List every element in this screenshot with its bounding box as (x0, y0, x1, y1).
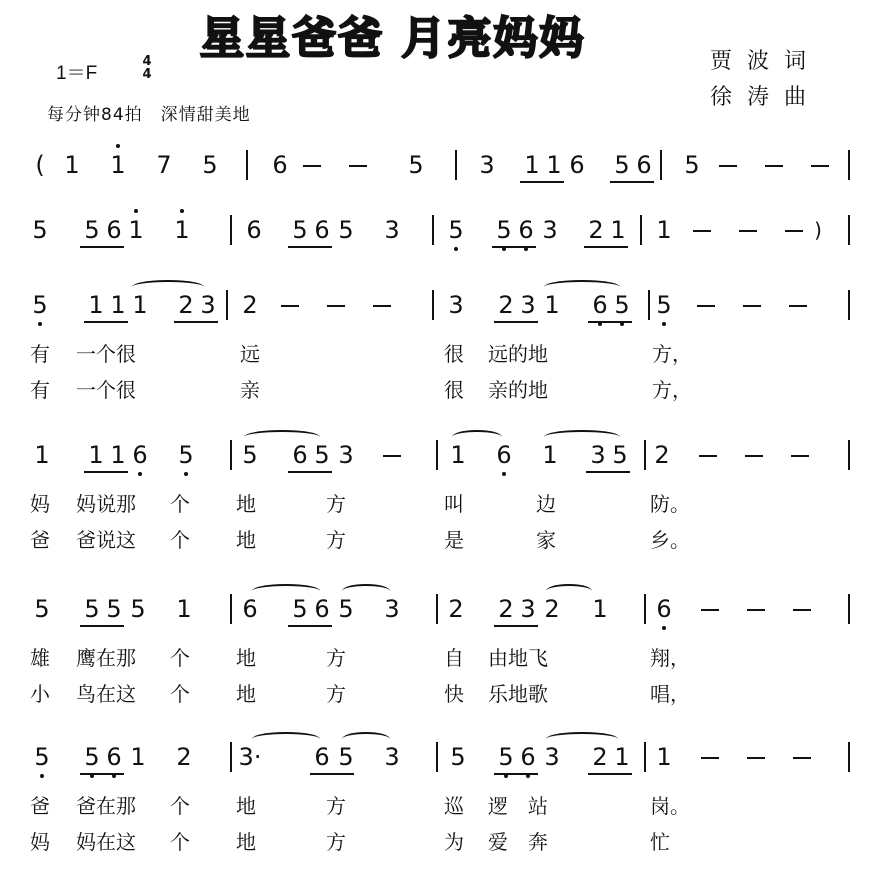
note: 5 (80, 742, 104, 772)
tie-slur (132, 280, 204, 294)
note: 2 (588, 216, 604, 244)
note: 5 (444, 215, 468, 245)
lyric-syllable: 地 (236, 646, 256, 670)
bar-line (230, 440, 232, 470)
note: 1 (176, 595, 192, 623)
beam-underline (492, 246, 536, 248)
lyric-syllable: 乡。 (650, 528, 690, 552)
beam-underline (80, 625, 124, 627)
beam-underline (288, 246, 332, 248)
lyric-syllable: 地 (236, 794, 256, 818)
note: 1 (88, 441, 104, 469)
note: 6 (314, 216, 330, 244)
note: 6 (102, 742, 126, 772)
bar-line (436, 440, 438, 470)
note: 1 (132, 291, 148, 319)
music-system (0, 440, 885, 570)
note: 5 (408, 151, 424, 179)
note: 1 (656, 743, 672, 771)
bar-line (648, 290, 650, 320)
duration-dash (281, 305, 299, 307)
note: 2 (592, 743, 608, 771)
note: 5 (338, 216, 354, 244)
note: 5 (34, 595, 50, 623)
lyric-syllable: 方 (326, 794, 346, 818)
tie-slur (252, 584, 320, 598)
lyric-syllable: 为 (444, 830, 464, 854)
note: 5 (652, 290, 676, 320)
note: 6 (636, 151, 652, 179)
note: 1 (524, 151, 540, 179)
bar-line (432, 215, 434, 245)
duration-dash (785, 230, 803, 232)
note: 5 (338, 743, 354, 771)
duration-dash (697, 305, 715, 307)
beam-underline (588, 321, 632, 323)
note: 1 (614, 743, 630, 771)
note: 5 (314, 441, 330, 469)
duration-dash (701, 609, 719, 611)
key-signature: 1＝F (56, 63, 98, 84)
lyric-syllable: 妈 (30, 492, 50, 516)
beam-underline (84, 471, 128, 473)
note: 5 (174, 440, 198, 470)
lyric-syllable: 个 (170, 682, 190, 706)
tie-slur (342, 584, 390, 598)
note: 2 (176, 743, 192, 771)
note: 5 (612, 441, 628, 469)
note: 1 (610, 216, 626, 244)
tie-slur (544, 280, 620, 294)
lyric-syllable: 有 (30, 378, 50, 402)
note: 6 (106, 216, 122, 244)
note: 6 (588, 290, 612, 320)
note: 5 (32, 216, 48, 244)
lyric-syllable: 地 (236, 528, 256, 552)
lyric-syllable: 有 (30, 342, 50, 366)
lyric-syllable: 妈在这 (76, 830, 136, 854)
note: 3 (590, 441, 606, 469)
bar-line (230, 594, 232, 624)
note: 2 (498, 595, 514, 623)
note: 5 (106, 595, 122, 623)
beam-underline (586, 471, 630, 473)
note: 1 (64, 151, 80, 179)
beam-underline (494, 773, 538, 775)
lyric-syllable: 亲的地 (488, 378, 548, 402)
music-system (0, 290, 885, 420)
note: 1 (656, 216, 672, 244)
bar-line (455, 150, 457, 180)
lyric-syllable: 方， (652, 342, 692, 366)
score-header (0, 0, 885, 140)
lyric-syllable: 方， (652, 378, 692, 402)
note: 3 (479, 151, 495, 179)
beam-underline (610, 181, 654, 183)
music-system (0, 742, 885, 872)
beam-underline (494, 625, 538, 627)
duration-dash (747, 757, 765, 759)
duration-dash (789, 305, 807, 307)
duration-dash (693, 230, 711, 232)
lyric-syllable: 自 (444, 646, 464, 670)
tie-slur (546, 584, 592, 598)
lyric-syllable: 是 (444, 528, 464, 552)
note: 2 (654, 441, 670, 469)
note: 6 (314, 743, 330, 771)
lyric-syllable: 个 (170, 830, 190, 854)
note: 1 (170, 215, 194, 245)
beam-underline (80, 773, 124, 775)
note: 5 (292, 216, 308, 244)
note: 6 (128, 440, 152, 470)
tie-slur (252, 732, 320, 746)
bar-line (848, 594, 850, 624)
note: 7 (156, 151, 172, 179)
note: 2 (448, 595, 464, 623)
bar-line (644, 742, 646, 772)
paren-close: ) (814, 218, 822, 242)
bar-line (644, 440, 646, 470)
bar-line (436, 742, 438, 772)
tie-slur (452, 430, 502, 444)
note: 5 (684, 151, 700, 179)
note: 1 (450, 441, 466, 469)
note: 1 (544, 291, 560, 319)
note: 1 (130, 743, 146, 771)
bar-line (848, 215, 850, 245)
bar-line (230, 215, 232, 245)
lyric-syllable: 很 (444, 342, 464, 366)
note: 3· (238, 743, 262, 771)
bar-line (644, 594, 646, 624)
duration-dash (701, 757, 719, 759)
tie-slur (544, 430, 620, 444)
beam-underline (174, 321, 218, 323)
note: 5 (242, 441, 258, 469)
note: 1 (34, 441, 50, 469)
lyric-syllable: 地 (236, 682, 256, 706)
note: 5 (292, 595, 308, 623)
note: 3 (520, 291, 536, 319)
duration-dash (739, 230, 757, 232)
note: 1 (106, 150, 130, 180)
duration-dash (793, 757, 811, 759)
note: 3 (338, 441, 354, 469)
note: 5 (84, 216, 100, 244)
lyric-syllable: 防。 (650, 492, 690, 516)
note: 1 (546, 151, 562, 179)
bar-line (848, 742, 850, 772)
bar-line (226, 290, 228, 320)
note: 6 (516, 742, 540, 772)
beam-underline (84, 321, 128, 323)
lyric-syllable: 家 (536, 528, 556, 552)
bar-line (848, 290, 850, 320)
note: 6 (514, 215, 538, 245)
duration-dash (327, 305, 345, 307)
lyric-syllable: 岗。 (650, 794, 690, 818)
note: 3 (542, 216, 558, 244)
lyric-syllable: 妈 (30, 830, 50, 854)
beam-underline (584, 246, 628, 248)
note: 6 (314, 595, 330, 623)
bar-line (246, 150, 248, 180)
lyric-syllable: 乐地歌 (488, 682, 548, 706)
lyric-syllable: 个 (170, 794, 190, 818)
tempo-marking: 每分钟84拍 深情甜美地 (47, 105, 251, 125)
lyric-syllable: 鹰在那 (76, 646, 136, 670)
duration-dash (373, 305, 391, 307)
lyric-syllable: 一个很 (76, 378, 136, 402)
bar-line (432, 290, 434, 320)
bar-line (848, 440, 850, 470)
tie-slur (244, 430, 320, 444)
lyric-syllable: 远的地 (488, 342, 548, 366)
note: 3 (544, 743, 560, 771)
duration-dash (383, 455, 401, 457)
lyric-syllable: 地 (236, 492, 256, 516)
time-signature-top: 4 (142, 54, 152, 69)
note: 6 (242, 595, 258, 623)
time-signature (139, 55, 155, 81)
duration-dash (811, 165, 829, 167)
lyric-syllable: 爸在那 (76, 794, 136, 818)
lyric-syllable: 爸 (30, 528, 50, 552)
lyric-syllable: 方 (326, 682, 346, 706)
duration-dash (745, 455, 763, 457)
lyric-syllable: 妈说那 (76, 492, 136, 516)
lyric-syllable: 翔， (650, 646, 690, 670)
note: 2 (498, 291, 514, 319)
note: 1 (592, 595, 608, 623)
lyric-syllable: 鸟在这 (76, 682, 136, 706)
lyric-syllable: 由地飞 (488, 646, 548, 670)
note: 1 (88, 291, 104, 319)
duration-dash (765, 165, 783, 167)
lyric-syllable: 方 (326, 830, 346, 854)
note: 6 (292, 441, 308, 469)
lyric-syllable: 雄 (30, 646, 50, 670)
bar-line (640, 215, 642, 245)
note: 5 (30, 742, 54, 772)
note: 3 (384, 216, 400, 244)
song-title: 星星爸爸 月亮妈妈 (200, 13, 586, 64)
note: 1 (542, 441, 558, 469)
lyric-syllable: 小 (30, 682, 50, 706)
beam-underline (310, 773, 354, 775)
note: 2 (178, 291, 194, 319)
composer-credit: 徐 涛 曲 (710, 85, 810, 110)
note: 5 (494, 742, 518, 772)
note: 6 (569, 151, 585, 179)
note: 2 (544, 595, 560, 623)
note: 5 (28, 290, 52, 320)
lyric-syllable: 方 (326, 528, 346, 552)
beam-underline (288, 471, 332, 473)
lyric-syllable: 个 (170, 492, 190, 516)
duration-dash (699, 455, 717, 457)
beam-underline (588, 773, 632, 775)
duration-dash (747, 609, 765, 611)
note: 3 (520, 595, 536, 623)
note: 5 (202, 151, 218, 179)
note: 1 (124, 215, 148, 245)
lyric-syllable: 地 (236, 830, 256, 854)
lyric-syllable: 个 (170, 646, 190, 670)
duration-dash (349, 165, 367, 167)
lyric-syllable: 个 (170, 528, 190, 552)
beam-underline (494, 321, 538, 323)
note: 6 (246, 216, 262, 244)
duration-dash (793, 609, 811, 611)
lyricist-credit: 贾 波 词 (710, 49, 810, 74)
time-signature-bottom: 4 (142, 67, 152, 82)
note: 3 (384, 595, 400, 623)
note: 1 (110, 441, 126, 469)
lyric-syllable: 逻 站 (488, 794, 548, 818)
lyric-syllable: 亲 (240, 378, 260, 402)
lyric-syllable: 爸 (30, 794, 50, 818)
duration-dash (791, 455, 809, 457)
lyric-syllable: 远 (240, 342, 260, 366)
tie-slur (342, 732, 390, 746)
paren-open: ( (35, 151, 45, 179)
note: 3 (384, 743, 400, 771)
beam-underline (80, 246, 124, 248)
duration-dash (719, 165, 737, 167)
lyric-syllable: 边 (536, 492, 556, 516)
note: 5 (492, 215, 516, 245)
note: 6 (652, 594, 676, 624)
lyric-syllable: 方 (326, 646, 346, 670)
note: 2 (242, 291, 258, 319)
bar-line (436, 594, 438, 624)
lyric-syllable: 爱 奔 (488, 830, 548, 854)
lyric-syllable: 很 (444, 378, 464, 402)
note: 5 (338, 595, 354, 623)
bar-line (848, 150, 850, 180)
duration-dash (743, 305, 761, 307)
lyric-syllable: 一个很 (76, 342, 136, 366)
note: 3 (448, 291, 464, 319)
note: 5 (84, 595, 100, 623)
lyric-syllable: 巡 (444, 794, 464, 818)
lyric-syllable: 叫 (444, 492, 464, 516)
duration-dash (303, 165, 321, 167)
lyric-syllable: 忙 (650, 830, 670, 854)
note: 3 (200, 291, 216, 319)
bar-line (660, 150, 662, 180)
lyric-syllable: 方 (326, 492, 346, 516)
lyric-syllable: 唱， (650, 682, 690, 706)
beam-underline (520, 181, 564, 183)
note: 1 (110, 291, 126, 319)
note: 6 (492, 440, 516, 470)
note: 5 (614, 151, 630, 179)
note: 6 (272, 151, 288, 179)
tie-slur (546, 732, 618, 746)
note: 5 (610, 290, 634, 320)
lyric-syllable: 快 (444, 682, 464, 706)
note: 5 (450, 743, 466, 771)
beam-underline (288, 625, 332, 627)
bar-line (230, 742, 232, 772)
note: 5 (130, 595, 146, 623)
music-system (0, 594, 885, 724)
lyric-syllable: 爸说这 (76, 528, 136, 552)
